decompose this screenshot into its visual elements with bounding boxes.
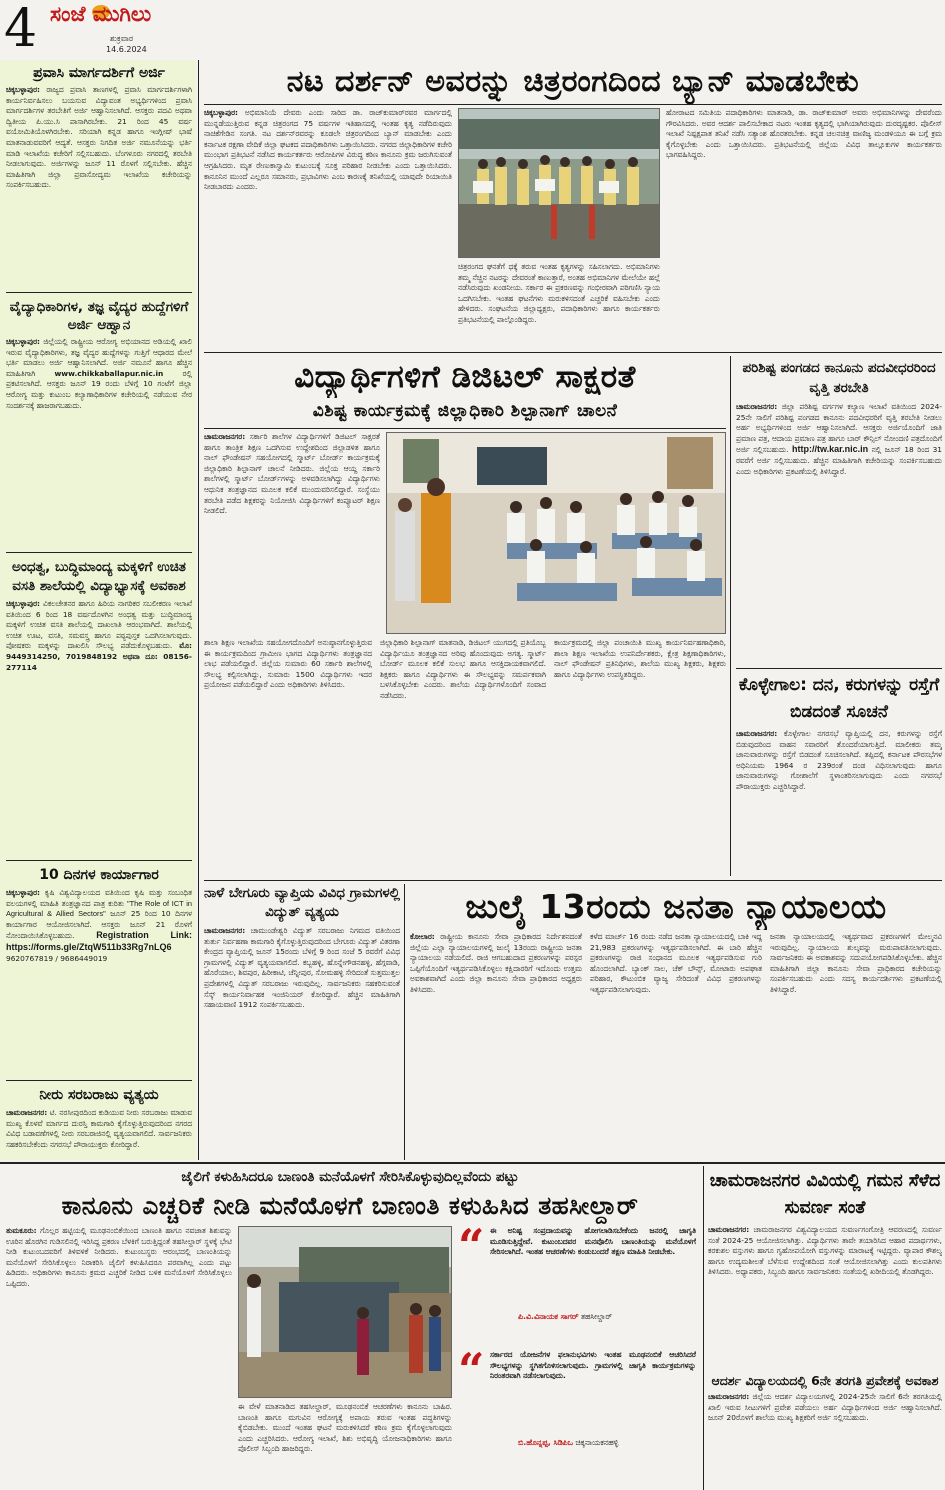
headline: ವೈದ್ಯಾಧಿಕಾರಿಗಳ, ತಜ್ಞ ವೈದ್ಯರ ಹುದ್ದೆಗಳಿಗೆ ಅರ್ಜಿ ಆಹ್ವಾನ [9,299,189,333]
body-text: ರಾಜ್ಯದ ಪ್ರವಾಸಿ ತಾಣಗಳಲ್ಲಿ ಪ್ರವಾಸಿ ಮಾರ್ಗದರ್ಶಿಗಳಾಗಿ ಕಾರ್ಯನಿರ್ವಹಿಸಲು ಬಯಸುವ ವಿದ್ಯಾವಂತ ಅಭ್ಯರ್ಥಿಗಳಿಂದ ಪ್ರವಾಸಿ ಮಾರ್ಗದರ್ಶಿಗಳ ತರಬೇತಿಗೆ ಅರ್ಜಿ ಆಹ್ವಾನಿಸಲಾಗಿದೆ. ಆಸಕ್ತರು ಪದವಿ ಅಥವಾ ದ್ವಿತೀಯ ಪಿ.ಯು.ಸಿ ಪಾಸಾಗಿರಬೇಕು. 21 ರಿಂದ 45 ವರ್ಷ ವಯೋಮಿತಿಯೊಳಗಿರಬೇಕು. ಸರಿಯಾಗಿ ಕನ್ನಡ ಹಾಗೂ ಇಂಗ್ಲೀಷ್ ಭಾಷೆ ಮಾತನಾಡುವವರಿಗೆ ಆದ್ಯತೆ. ಆಸಕ್ತರು ನಿಗದಿತ ಅರ್ಜಿ ನಮೂನೆಯನ್ನು ಭರ್ತಿ ಮಾಡಿ ಇಲಾಖೆಯ ಕಚೇರಿಗೆ ಸಲ್ಲಿಸಬಹುದು. ಬೆಂಗಳೂರು ನಗರದಲ್ಲಿ ತರಬೇತಿ ನೀಡಲಾಗುವುದು. ಅರ್ಜಿಗಳನ್ನು ಜೂನ್ 11 ರೊಳಗೆ ಸಲ್ಲಿಸಬೇಕು. ಹೆಚ್ಚಿನ ಮಾಹಿತಿಗಾಗಿ ಜಿಲ್ಲಾ ಪ್ರವಾಸೋದ್ಯಮ ಇಲಾಖೆಯ ಕಚೇರಿಯನ್ನು ಸಂಪರ್ಕಿಸಬಹುದು. [6,85,192,190]
headline: ಅಂಧತ್ವ, ಬುದ್ಧಿಮಾಂದ್ಯ ಮಕ್ಕಳಿಗೆ ಉಚಿತ ವಸತಿ ಶಾಲೆಯಲ್ಲಿ ವಿದ್ಯಾಭ್ಯಾಸಕ್ಕೆ ಅವಕಾಶ [12,559,186,594]
story-body [6,85,192,290]
quote-attribution [518,1438,618,1448]
quote-author: ಪಿ.ವಿ.ವಿನಾಯಕ ಸಾಗರ್ [518,1312,579,1321]
body-text: ಜಿಲ್ಲಾ ಪರಿಶಿಷ್ಟ ವರ್ಗಗಳ ಕಲ್ಯಾಣ ಇಲಾಖೆ ವತಿಯಿಂದ 2024-25ನೇ ಸಾಲಿಗೆ ಪರಿಶಿಷ್ಟ ಪಂಗಡದ ಕಾನೂನು ಪದವೀಧರರಿಗೆ ವೃತ್ತಿ ತರಬೇತಿ ನೀಡಲು ಅರ್ಹ ಅಭ್ಯರ್ಥಿಗಳಿಂದ ಅರ್ಜಿ ಆಹ್ವಾನಿಸಲಾಗಿದೆ. ಆಸಕ್ತರು ಅರ್ಜಿಯೊಂದಿಗೆ ಜಾತಿ ಪ್ರಮಾಣ ಪತ್ರ, ಆದಾಯ ಪ್ರಮಾಣ ಪತ್ರ ಹಾಗೂ ಬಾರ್ ಕೌನ್ಸಿಲ್ ನೋಂದಣಿ ಪತ್ರದೊಂದಿಗೆ ಅರ್ಜಿ ಸಲ್ಲಿಸಬಹುದು. [736,402,942,455]
classroom-photo [386,432,726,634]
body-text: ಕಳೆದ ಮಾರ್ಚ್ 16 ರಂದು ನಡೆದ ಜನತಾ ನ್ಯಾಯಾಲಯದಲ್ಲಿ ಬಾಕಿ ಇದ್ದ 21,983 ಪ್ರಕರಣಗಳನ್ನು ಇತ್ಯರ್ಥಪಡಿಸಲಾಗಿದೆ. ಈ ಬಾರಿ ಹೆಚ್ಚಿನ ಪ್ರಕರಣಗಳನ್ನು ರಾಜಿ ಸಂಧಾನದ ಮೂಲಕ ಇತ್ಯರ್ಥಪಡಿಸುವ ಗುರಿ ಹೊಂದಲಾಗಿದೆ. ಬ್ಯಾಂಕ್ ಸಾಲ, ಚೆಕ್ ಬೌನ್ಸ್, ಮೋಟಾರು ಅಪಘಾತ ಪರಿಹಾರ, ಕೌಟುಂಬಿಕ ವ್ಯಾಜ್ಯ ಸೇರಿದಂತೆ ವಿವಿಧ ಪ್ರಕರಣಗಳನ್ನು ಇತ್ಯರ್ಥಪಡಿಸಲಾಗುವುದು. [590,932,762,994]
story-body [736,729,942,869]
page-number: 4 [4,0,38,59]
story-body [6,888,192,1093]
story-column-1 [410,932,582,1158]
body-text: ಹೋರಾಟದ ಸಮಿತಿಯ ಪದಾಧಿಕಾರಿಗಳು ಮಾತನಾಡಿ, ಡಾ. ರಾಜ್‌ಕುಮಾರ್‌ ಅವರು ಅಭಿಮಾನಿಗಳನ್ನು ದೇವರೆಂದು ಗೌರವಿಸಿದರು. ಅವರ ಆದರ್ಶ ಪಾಲಿಸಬೇಕಾದ ನಟರು ಇಂತಹ ಕೃತ್ಯದಲ್ಲಿ ಭಾಗಿಯಾಗಿರುವುದು ದುರದೃಷ್ಟಕರ. ಪೊಲೀಸ್ ಇಲಾಖೆ ನಿಷ್ಪಕ್ಷಪಾತ ತನಿಖೆ ನಡೆಸಿ ಸತ್ಯಾಂಶ ಹೊರತರಬೇಕು. ಕನ್ನಡ ಚಲನಚಿತ್ರ ವಾಣಿಜ್ಯ ಮಂಡಳಿಯೂ ಈ ಬಗ್ಗೆ ಕ್ರಮ ಕೈಗೊಳ್ಳಬೇಕು ಎಂದು ಒತ್ತಾಯಿಸಿದರು. ಪ್ರತಿಭಟನೆಯಲ್ಲಿ ಜಿಲ್ಲೆಯ ವಿವಿಧ ತಾಲ್ಲೂಕುಗಳ ಕಾರ್ಯಕರ್ತರು ಭಾಗವಹಿಸಿದ್ದರು. [666,108,942,160]
quote-attribution [518,1312,612,1322]
body-text: ಚಿತ್ರರಂಗದ ಘನತೆಗೆ ಧಕ್ಕೆ ತರುವ ಇಂತಹ ಕೃತ್ಯಗಳನ್ನು ಸಹಿಸಲಾಗದು. ಅಭಿಮಾನಿಗಳು ತಮ್ಮ ನೆಚ್ಚಿನ ನಟರನ್ನು ದೇವರಂತೆ ಕಾಣುತ್ತಾರೆ, ಅಂತಹ ಅಭಿಮಾನಿಗಳ ಮೇಲೆಯೇ ಹಲ್ಲೆ ನಡೆಸಿರುವುದು ಖಂಡನೀಯ. ಸರ್ಕಾರ ಈ ಪ್ರಕರಣವನ್ನು ಗಂಭೀರವಾಗಿ ಪರಿಗಣಿಸಿ ನ್ಯಾಯ ಒದಗಿಸಬೇಕು. ಇಂತಹ ಘಟನೆಗಳು ಮರುಕಳಿಸದಂತೆ ಎಚ್ಚರಿಕೆ ವಹಿಸಬೇಕು ಎಂದು ಹೇಳಿದರು. ಸಂಘಟನೆಯ ಜಿಲ್ಲಾಧ್ಯಕ್ಷರು, ಪದಾಧಿಕಾರಿಗಳು ಹಾಗೂ ಕಾರ್ಯಕರ್ತರು ಪ್ರತಿಭಟನೆಯಲ್ಲಿ ಪಾಲ್ಗೊಂಡಿದ್ದರು. [458,262,660,324]
website-link[interactable]: www.chikkaballapur.nic.in [54,368,164,378]
dateline: ಚಾಮರಾಜನಗರ: [708,1225,750,1234]
story-power-outage [204,884,400,1160]
dateline: ಕೋಲಾರ: [410,932,435,941]
story-body [736,402,942,658]
quote-icon: “ [458,1219,485,1273]
dateline: ಚಾಮರಾಜನಗರ: [708,1392,750,1401]
body-text-2: ನಲ್ಲಿ ಜೂನ್ 18 ರಿಂದ 31 ರವರೆಗೆ ಅರ್ಜಿ ಸಲ್ಲಿಸಬಹುದು. ಹೆಚ್ಚಿನ ಮಾಹಿತಿಗಾಗಿ ಕಚೇರಿಯನ್ನು ಸಂಪರ್ಕಿಸಬಹುದು ಎಂದು ಅಧಿಕಾರಿಗಳು ಪ್ರಕಟಣೆಯಲ್ಲಿ ತಿಳಿಸಿದ್ದಾರೆ. [736,445,942,476]
headline: ನಾಳೆ ಬೇಗೂರು ವ್ಯಾಪ್ತಿಯ ವಿವಿಧ ಗ್ರಾಮಗಳಲ್ಲಿ ವಿದ್ಯುತ್ ವ್ಯತ್ಯಯ [204,885,400,920]
headline: ಚಾಮರಾಜನಗರ ವಿವಿಯಲ್ಲಿ ಗಮನ ಸೆಳೆದ ಸುವರ್ಣ ಸಂತೆ [709,1171,941,1218]
body-text: ಜಿಲ್ಲೆಯಲ್ಲಿ ರಾಷ್ಟ್ರೀಯ ಆರೋಗ್ಯ ಅಭಿಯಾನದ ಅಡಿಯಲ್ಲಿ ಖಾಲಿ ಇರುವ ವೈದ್ಯಾಧಿಕಾರಿಗಳು, ತಜ್ಞ ವೈದ್ಯರ ಹುದ್ದೆಗಳನ್ನು ಗುತ್ತಿಗೆ ಆಧಾರದ ಮೇಲೆ ಭರ್ತಿ ಮಾಡಲು ಅರ್ಜಿ ಆಹ್ವಾನಿಸಲಾಗಿದೆ. ಅರ್ಜಿ ನಮೂನೆ ಹಾಗೂ ಹೆಚ್ಚಿನ ಮಾಹಿತಿಗಾಗಿ [6,337,192,378]
story-kollegal-cattle [736,672,942,876]
quote-author: ಬಿ.ಹೊನ್ನಪ್ಪ, ಸಿಡಿಪಿಒ [518,1438,573,1447]
contact-numbers: ಮೊ: 9449314250, 7019848192 ಅಥವಾ ದೂ: 08156-277114 [6,641,192,672]
dateline: ಚಾಮರಾಜನಗರ: [204,432,246,441]
headline: ಕೊಳ್ಳೇಗಾಲ: ದನ, ಕರುಗಳನ್ನು ರಸ್ತೆಗೆ ಬಿಡದಂತೆ ಸೂಚನೆ [738,675,940,722]
body-text: ಗೊಲ್ಲರ ಹಟ್ಟಿಯಲ್ಲಿ ಮೂಢನಂಬಿಕೆಯಿಂದ ಬಾಣಂತಿ ಹಾಗೂ ನವಜಾತ ಶಿಶುವನ್ನು ಊರಿನ ಹೊರಗಿನ ಗುಡಿಸಲಿನಲ್ಲಿ ಇರಿಸಿದ್ದ ಪ್ರಕರಣ ಬೆಳಕಿಗೆ ಬರುತ್ತಿದ್ದಂತೆ ತಹಸೀಲ್ದಾರ್ ಸ್ಥಳಕ್ಕೆ ಭೇಟಿ ನೀಡಿ ಕುಟುಂಬದವರಿಗೆ ತಿಳಿವಳಿಕೆ ನೀಡಿದರು. ಕುಟುಂಬಸ್ಥರು ಆರಂಭದಲ್ಲಿ ಬಾಣಂತಿಯನ್ನು ಮನೆಯೊಳಗೆ ಸೇರಿಸಿಕೊಳ್ಳಲು ನಿರಾಕರಿಸಿ ಜೈಲಿಗೆ ಕಳುಹಿಸಿದರೂ ಪರವಾಗಿಲ್ಲ ಎಂದು ಪಟ್ಟು ಹಿಡಿದರು. ಅಧಿಕಾರಿಗಳು ಕಾನೂನು ಕ್ರಮದ ಎಚ್ಚರಿಕೆ ನೀಡಿದ ಬಳಿಕ ಮನೆಯೊಳಗೆ ಸೇರಿಸಿಕೊಳ್ಳಲು ಒಪ್ಪಿದರು. [6,1226,232,1288]
story-janata-court [410,884,942,1160]
body-text: ಜಿಲ್ಲೆಯ ಆದರ್ಶ ವಿದ್ಯಾಲಯಗಳಲ್ಲಿ 2024-25ನೇ ಸಾಲಿಗೆ 6ನೇ ತರಗತಿಯಲ್ಲಿ ಖಾಲಿ ಇರುವ ಸೀಟುಗಳಿಗೆ ಪ್ರವೇಶ ಪಡೆಯಲು ಅರ್ಹ ವಿದ್ಯಾರ್ಥಿಗಳಿಂದ ಅರ್ಜಿ ಆಹ್ವಾನಿಸಲಾಗಿದೆ. ಜೂನ್ 20ರೊಳಗೆ ಶಾಲೆಯ ಮುಖ್ಯ ಶಿಕ್ಷಕರಿಗೆ ಅರ್ಜಿ ಸಲ್ಲಿಸಬಹುದು. [708,1392,942,1423]
body-text: ರಾಷ್ಟ್ರೀಯ ಕಾನೂನು ಸೇವಾ ಪ್ರಾಧಿಕಾರದ ನಿರ್ದೇಶನದಂತೆ ಜಿಲ್ಲೆಯ ಎಲ್ಲಾ ನ್ಯಾಯಾಲಯಗಳಲ್ಲಿ ಜುಲೈ 13ರಂದು ರಾಷ್ಟ್ರೀಯ ಜನತಾ ನ್ಯಾಯಾಲಯ ನಡೆಯಲಿದೆ. ರಾಜಿ ಆಗಬಹುದಾದ ಪ್ರಕರಣಗಳನ್ನು ಪರಸ್ಪರ ಒಪ್ಪಿಗೆಯೊಂದಿಗೆ ಇತ್ಯರ್ಥಪಡಿಸಿಕೊಳ್ಳಲು ಕಕ್ಷಿದಾರರಿಗೆ ಇದೊಂದು ಉತ್ತಮ ಅವಕಾಶವಾಗಿದೆ ಎಂದು ಜಿಲ್ಲಾ ಕಾನೂನು ಸೇವಾ ಪ್ರಾಧಿಕಾರದ ಅಧ್ಯಕ್ಷರು ತಿಳಿಸಿದರು. [410,932,582,994]
dateline: ಚಾಮರಾಜನಗರ: [6,1108,48,1117]
story-doctor-posts [6,298,192,497]
quote-role: ತಹಸೀಲ್ದಾರ್ [580,1312,612,1321]
story-st-law-training [736,358,942,664]
body-text: ಕಾರ್ಯಕ್ರಮದಲ್ಲಿ ಜಿಲ್ಲಾ ಪಂಚಾಯಿತಿ ಮುಖ್ಯ ಕಾರ್ಯನಿರ್ವಹಣಾಧಿಕಾರಿ, ಶಾಲಾ ಶಿಕ್ಷಣ ಇಲಾಖೆಯ ಉಪನಿರ್ದೇಶಕರು, ಕ್ಷೇತ್ರ ಶಿಕ್ಷಣಾಧಿಕಾರಿಗಳು, ನಾಲ್ ಫೌಂಡೇಷನ್ ಪ್ರತಿನಿಧಿಗಳು, ಶಾಲೆಯ ಮುಖ್ಯ ಶಿಕ್ಷಕರು, ಶಿಕ್ಷಕರು ಹಾಗೂ ವಿದ್ಯಾರ್ಥಿಗಳು ಉಪಸ್ಥಿತರಿದ್ದರು. [554,638,726,679]
body-text-2: ರಲ್ಲಿ ಪ್ರಕಟಿಸಲಾಗಿದೆ. ಆಸಕ್ತರು ಜೂನ್ 19 ರಂದು ಬೆಳಿಗ್ಗೆ 10 ಗಂಟೆಗೆ ಜಿಲ್ಲಾ ಆರೋಗ್ಯ ಮತ್ತು ಕುಟುಂಬ ಕಲ್ಯಾಣಾಧಿಕಾರಿಗಳ ಕಚೇರಿಯಲ್ಲಿ ನಡೆಯುವ ನೇರ ಸಂದರ್ಶನಕ್ಕೆ ಹಾಜರಾಗಬಹುದು. [6,368,192,410]
brand-logo [50,2,190,32]
dateline: ಚಾಮರಾಜನಗರ: [204,926,246,935]
body-text: ಚಾಮುಂಡೇಶ್ವರಿ ವಿದ್ಯುತ್ ಸರಬರಾಜು ನಿಗಮದ ವತಿಯಿಂದ ತುರ್ತು ನಿರ್ವಹಣಾ ಕಾಮಗಾರಿ ಕೈಗೊಳ್ಳುತ್ತಿರುವುದರಿಂದ ಬೇಗೂರು ವಿದ್ಯುತ್ ವಿತರಣಾ ಕೇಂದ್ರದ ವ್ಯಾಪ್ತಿಯಲ್ಲಿ ಜೂನ್ 15ರಂದು ಬೆಳಿಗ್ಗೆ 9 ರಿಂದ ಸಂಜೆ 5 ರವರೆಗೆ ವಿವಿಧ ಗ್ರಾಮಗಳಲ್ಲಿ ವಿದ್ಯುತ್ ವ್ಯತ್ಯಯವಾಗಲಿದೆ. ಕಬ್ಬಹಳ್ಳಿ, ಹೊನ್ನೇಗೌಡನಹಳ್ಳಿ, ಹೆಗ್ಗವಾಡಿ, ಹೊರೆಯಾಲ, ಶಿವಪುರ, ಹಿರೀಕಾಟಿ, ಚೆನ್ನೀಪುರ, ಸೋಮಹಳ್ಳಿ ಸೇರಿದಂತೆ ಸುತ್ತಮುತ್ತಲ ಪ್ರದೇಶಗಳಲ್ಲಿ ವಿದ್ಯುತ್ ಸರಬರಾಜು ಇರುವುದಿಲ್ಲ. ಸಾರ್ವಜನಿಕರು ಸಹಕರಿಸುವಂತೆ ಸೆಸ್ಕ್ ಕಾರ್ಯನಿರ್ವಾಹಕ ಇಂಜಿನಿಯರ್ ಕೋರಿದ್ದಾರೆ. ಹೆಚ್ಚಿನ ಮಾಹಿತಿಗಾಗಿ ಸಹಾಯವಾಣಿ 1912 ಸಂಪರ್ಕಿಸಬಹುದು. [204,926,400,1010]
story-column-3 [770,932,942,1158]
dateline: ಚಿಕ್ಕಬಳ್ಳಾಪುರ: [6,888,40,897]
story-darshan-ban [204,60,942,350]
dateline: ತುಮಕೂರು: [6,1226,37,1235]
headline: ನಟ ದರ್ಶನ್ ಅವರನ್ನು ಚಿತ್ರರಂಗದಿಂದ ಬ್ಯಾನ್ ಮಾಡಬೇಕು [286,64,860,99]
headline: ಪರಿಶಿಷ್ಟ ಪಂಗಡದ ಕಾನೂನು ಪದವೀಧರರಿಂದ ವೃತ್ತಿ ತರಬೇತಿ [742,360,936,396]
story-column-2 [458,262,660,346]
story-special-school [6,558,192,821]
quote-block-2 [458,1343,696,1486]
headline: ನೀರು ಸರಬರಾಜು ವ್ಯತ್ಯಯ [39,1087,159,1103]
dateline: ಚಾಮರಾಜನಗರ: [736,402,778,411]
dateline: ಚಾಮರಾಜನಗರ: [736,729,778,738]
quote-text: ಈ ಅನಿಷ್ಟ ಸಂಪ್ರದಾಯವನ್ನು ಹೋಗಲಾಡಿಸಬೇಕೆಂದು ಜನರಲ್ಲಿ ಜಾಗೃತಿ ಮೂಡಿಸುತ್ತಿದ್ದೇವೆ. ಕುಟುಂಬದವರ ಮನವೊಲಿಸಿ ಬಾಣಂತಿಯನ್ನು ಮನೆಯೊಳಗೆ ಸೇರಿಸಲಾಗಿದೆ. ಇಂತಹ ಆಚರಣೆಗಳು ಕಂಡುಬಂದರೆ ತಕ್ಷಣ ಮಾಹಿತಿ ನೀಡಬೇಕು. [490,1226,696,1257]
headline: ಜುಲೈ 13ರಂದು ಜನತಾ ನ್ಯಾಯಾಲಯ [465,887,887,926]
hut-photo [238,1226,452,1398]
story-body [204,926,400,1138]
kicker: ಜೈಲಿಗೆ ಕಳುಹಿಸಿದರೂ ಬಾಣಂತಿ ಮನೆಯೊಳಗೆ ಸೇರಿಸಿಕೊಳ್ಳುವುದಿಲ್ಲವೆಂದು ಪಟ್ಟು [181,1169,519,1185]
body-text-2: ಜೂನ್ 25 ರಿಂದ 10 ದಿನಗಳ ಕಾರ್ಯಾಗಾರ ಆಯೋಜಿಸಲಾಗಿದೆ. ಆಸಕ್ತರು ಜೂನ್ 21 ರೊಳಗೆ ನೋಂದಾಯಿಸಿಕೊಳ್ಳಬಹುದು. [6,909,192,941]
quote-text: ಸರ್ಕಾರದ ಯೋಜನೆಗಳ ಫಲಾನುಭವಿಗಳು ಇಂತಹ ಮೂಢನಂಬಿಕೆ ಆಚರಿಸಿದರೆ ಸೌಲಭ್ಯಗಳನ್ನು ಸ್ಥಗಿತಗೊಳಿಸಲಾಗುವುದು. ಗ್ರಾಮಗಳಲ್ಲಿ ಜಾಗೃತಿ ಕಾರ್ಯಕ್ರಮಗಳನ್ನು ನಿರಂತರವಾಗಿ ನಡೆಸಲಾಗುವುದು. [490,1350,696,1381]
body-text: ಕೊಳ್ಳೇಗಾಲ ನಗರಸಭೆ ವ್ಯಾಪ್ತಿಯಲ್ಲಿ ದನ, ಕರುಗಳನ್ನು ರಸ್ತೆಗೆ ಬಿಡುವುದರಿಂದ ವಾಹನ ಸವಾರರಿಗೆ ತೊಂದರೆಯಾಗುತ್ತಿದೆ. ಮಾಲೀಕರು ತಮ್ಮ ಜಾನುವಾರುಗಳನ್ನು ರಸ್ತೆಗೆ ಬಿಡದಂತೆ ಸೂಚಿಸಲಾಗಿದೆ. ತಪ್ಪಿದಲ್ಲಿ ಕರ್ನಾಟಕ ಪೌರಸಭೆಗಳ ಅಧಿನಿಯಮ 1964 ರ 239ರಂತೆ ದಂಡ ವಿಧಿಸಲಾಗುವುದು ಹಾಗೂ ಜಾನುವಾರುಗಳನ್ನು ಗೋಶಾಲೆಗೆ ಸ್ಥಳಾಂತರಿಸಲಾಗುವುದು ಎಂದು ನಗರಸಭೆ ಪೌರಾಯುಕ್ತರು ಎಚ್ಚರಿಸಿದ್ದಾರೆ. [736,729,942,791]
story-suvarna-santhe [708,1168,942,1370]
story-column-4 [554,638,726,872]
quote-role: ಚಿಕ್ಕನಾಯಕನಹಳ್ಳಿ [575,1438,619,1447]
story-tourist-guide [6,64,192,290]
story-column-3 [380,638,546,872]
left-column [0,60,196,1160]
body-text: ಜನತಾ ನ್ಯಾಯಾಲಯದಲ್ಲಿ ಇತ್ಯರ್ಥವಾದ ಪ್ರಕರಣಗಳಿಗೆ ಮೇಲ್ಮನವಿ ಇರುವುದಿಲ್ಲ. ನ್ಯಾಯಾಲಯ ಶುಲ್ಕವನ್ನು ಮರುಪಾವತಿಸಲಾಗುವುದು. ಸಾರ್ವಜನಿಕರು ಈ ಅವಕಾಶವನ್ನು ಸದುಪಯೋಗಪಡಿಸಿಕೊಳ್ಳಬೇಕು. ಹೆಚ್ಚಿನ ಮಾಹಿತಿಗಾಗಿ ಜಿಲ್ಲಾ ಕಾನೂನು ಸೇವಾ ಪ್ರಾಧಿಕಾರದ ಕಚೇರಿಯನ್ನು ಸಂಪರ್ಕಿಸಬಹುದು ಎಂದು ಸದಸ್ಯ ಕಾರ್ಯದರ್ಶಿಗಳು ಪ್ರಕಟಣೆಯಲ್ಲಿ ತಿಳಿಸಿದ್ದಾರೆ. [770,932,942,994]
quote-icon: “ [458,1343,485,1397]
masthead [0,0,945,62]
subheadline: ವಿಶಿಷ್ಟ ಕಾರ್ಯಕ್ರಮಕ್ಕೆ ಜಿಲ್ಲಾಧಿಕಾರಿ ಶಿಲ್ಪಾನಾಗ್ ಚಾಲನೆ [312,401,618,421]
story-column-1 [204,432,380,632]
body-text: ಕೃಷಿ ವಿಶ್ವವಿದ್ಯಾಲಯದ ವತಿಯಿಂದ ಕೃಷಿ ಮತ್ತು ಸಂಬಂಧಿತ ವಲಯಗಳಲ್ಲಿ ಮಾಹಿತಿ ತಂತ್ರಜ್ಞಾನದ ಪಾತ್ರ ಕುರಿತು [6,888,192,908]
headline: 10 ದಿನಗಳ ಕಾರ್ಯಾಗಾರ [39,867,159,883]
headline: ಪ್ರವಾಸಿ ಮಾರ್ಗದರ್ಶಿಗೆ ಅರ್ಜಿ [33,65,165,81]
contact-numbers: 9620767819 / 9686449019 [6,953,108,963]
brand-name: ಸಂಜೆ ಮುಗಿಲು [50,2,152,26]
story-column-2 [238,1402,452,1490]
body-text: ಸರ್ಕಾರಿ ಶಾಲೆಗಳ ವಿದ್ಯಾರ್ಥಿಗಳಿಗೆ ಡಿಜಿಟಲ್ ಸಾಕ್ಷರತೆ ಹಾಗೂ ತಾಂತ್ರಿಕ ಶಿಕ್ಷಣ ಒದಗಿಸುವ ಉದ್ದೇಶದಿಂದ ಜಿಲ್ಲಾಡಳಿತ ಹಾಗೂ ನಾಲ್ ಫೌಂಡೇಷನ್ ಸಹಯೋಗದಲ್ಲಿ ಸ್ಮಾರ್ಟ್ ಬೋರ್ಡ್ ಕಾರ್ಯಕ್ರಮಕ್ಕೆ ಜಿಲ್ಲಾಧಿಕಾರಿ ಶಿಲ್ಪಾನಾಗ್ ಚಾಲನೆ ನೀಡಿದರು. ಜಿಲ್ಲೆಯ ಆಯ್ದ ಸರ್ಕಾರಿ ಶಾಲೆಗಳಲ್ಲಿ ಸ್ಮಾರ್ಟ್ ಬೋರ್ಡ್‌ಗಳನ್ನು ಅಳವಡಿಸಲಾಗಿದ್ದು ವಿದ್ಯಾರ್ಥಿಗಳು ಆಧುನಿಕ ತಂತ್ರಜ್ಞಾನದ ಮೂಲಕ ಕಲಿಕೆ ಮುಂದುವರಿಸಲಿದ್ದಾರೆ. ಸಂಸ್ಥೆಯು ತರಬೇತಿ ಪಡೆದ ಶಿಕ್ಷಕರನ್ನು ನಿಯೋಜಿಸಿ ವಿದ್ಯಾರ್ಥಿಗಳಿಗೆ ಕಂಪ್ಯೂಟರ್ ಶಿಕ್ಷಣ ನೀಡಲಿದೆ. [204,432,380,516]
body-text: ಚಾಮರಾಜನಗರ ವಿಶ್ವವಿದ್ಯಾಲಯದ ಸುವರ್ಣಗಂಗೋತ್ರಿ ಆವರಣದಲ್ಲಿ ಸುವರ್ಣ ಸಂತೆ 2024-25 ಆಯೋಜಿಸಲಾಗಿತ್ತು. ವಿದ್ಯಾರ್ಥಿಗಳು ತಾವೇ ತಯಾರಿಸಿದ ಆಹಾರ ಪದಾರ್ಥಗಳು, ಕರಕುಶಲ ವಸ್ತುಗಳು ಹಾಗೂ ಗೃಹೋಪಯೋಗಿ ವಸ್ತುಗಳನ್ನು ಮಾರಾಟಕ್ಕೆ ಇಟ್ಟಿದ್ದರು. ವ್ಯಾಪಾರ ಕೌಶಲ್ಯ ಹಾಗೂ ಉದ್ಯಮಶೀಲತೆ ಬೆಳೆಸುವ ಉದ್ದೇಶದಿಂದ ಸಂತೆ ಆಯೋಜಿಸಲಾಗಿತ್ತು ಎಂದು ಕುಲಪತಿಗಳು ತಿಳಿಸಿದರು. ಅಧ್ಯಾಪಕರು, ಸಿಬ್ಬಂದಿ ಹಾಗೂ ಸಾರ್ವಜನಿಕರು ಸಂತೆಯಲ್ಲಿ ಖರೀದಿಯಲ್ಲಿ ತೊಡಗಿದ್ದರು. [708,1225,942,1277]
issue-date: 14.6.2024 [106,45,147,54]
dateline: ಚಿಕ್ಕಬಳ್ಳಾಪುರ: [6,599,40,608]
story-column-4 [666,108,942,346]
body-text: ಜಿಲ್ಲಾಧಿಕಾರಿ ಶಿಲ್ಪಾನಾಗ್ ಮಾತನಾಡಿ, ಡಿಜಿಟಲ್ ಯುಗದಲ್ಲಿ ಪ್ರತಿಯೊಬ್ಬ ವಿದ್ಯಾರ್ಥಿಯೂ ತಂತ್ರಜ್ಞಾನದ ಅರಿವು ಹೊಂದುವುದು ಅಗತ್ಯ. ಸ್ಮಾರ್ಟ್ ಬೋರ್ಡ್ ಮೂಲಕ ಕಲಿಕೆ ಸುಲಭ ಹಾಗೂ ಆಸಕ್ತಿದಾಯಕವಾಗಲಿದೆ. ಶಿಕ್ಷಕರು ಹಾಗೂ ವಿದ್ಯಾರ್ಥಿಗಳು ಈ ಸೌಲಭ್ಯವನ್ನು ಸಮರ್ಪಕವಾಗಿ ಬಳಸಿಕೊಳ್ಳಬೇಕು ಎಂದರು. ಶಾಲೆಯ ವಿದ್ಯಾರ್ಥಿಗಳೊಂದಿಗೆ ಸಂವಾದ ನಡೆಸಿದರು. [380,638,546,700]
story-tahsildar [0,1166,700,1490]
story-column-2 [590,932,762,1158]
course-title: "The Role of ICT in Agricultural & Allied Sectors" [6,898,192,919]
protest-photo [458,108,660,258]
story-water-supply [6,1086,192,1172]
issue-day: ಶುಕ್ರವಾರ [110,34,134,43]
story-body [6,337,192,497]
headline: ಕಾನೂನು ಎಚ್ಚರಿಕೆ ನೀಡಿ ಮನೆಯೊಳಗೆ ಬಾಣಂತಿ ಕಳುಹಿಸಿದ ತಹಸೀಲ್ದಾರ್ [61,1191,639,1220]
body-text: ವಿಕಲಚೇತನರ ಹಾಗೂ ಹಿರಿಯ ನಾಗರಿಕರ ಸಬಲೀಕರಣ ಇಲಾಖೆ ವತಿಯಿಂದ 6 ರಿಂದ 18 ವರ್ಷದೊಳಗಿನ ಅಂಧತ್ವ ಮತ್ತು ಬುದ್ಧಿಮಾಂದ್ಯ ಮಕ್ಕಳಿಗೆ ಉಚಿತ ವಸತಿ ಶಾಲೆಯಲ್ಲಿ ದಾಖಲಾತಿ ಆರಂಭವಾಗಿದೆ. ಶಾಲೆಯಲ್ಲಿ ಉಚಿತ ಊಟ, ವಸತಿ, ಸಮವಸ್ತ್ರ ಹಾಗೂ ಪಠ್ಯಪುಸ್ತಕ ಒದಗಿಸಲಾಗುವುದು. ಪೋಷಕರು ಮಕ್ಕಳನ್ನು ದಾಖಲಿಸಿ ಸೌಲಭ್ಯ ಪಡೆದುಕೊಳ್ಳಬಹುದು. [6,599,192,651]
story-workshop [6,866,192,1093]
body-text: ಟಿ. ನರಸೀಪುರದಿಂದ ಕುಡಿಯುವ ನೀರು ಸರಬರಾಜು ಮಾಡುವ ಮುಖ್ಯ ಕೊಳವೆ ಮಾರ್ಗದ ದುರಸ್ತಿ ಕಾಮಗಾರಿ ಕೈಗೊಳ್ಳುತ್ತಿರುವುದರಿಂದ ನಗರದ ವಿವಿಧ ಬಡಾವಣೆಗಳಲ್ಲಿ ನೀರು ಸರಬರಾಜಿನಲ್ಲಿ ವ್ಯತ್ಯಯವಾಗಲಿದೆ. ಸಾರ್ವಜನಿಕರು ಸಹಕರಿಸಬೇಕೆಂದು ನಗರಸಭೆ ಪೌರಾಯುಕ್ತರು ಕೋರಿದ್ದಾರೆ. [6,1108,192,1149]
quote-block-1 [458,1219,696,1350]
registration-link[interactable]: https://forms.gle/ZtqW511b33Rg7nLQ6 [6,941,172,952]
website-link[interactable]: http://tw.kar.nic.in [791,444,869,455]
story-body [708,1225,942,1365]
story-column-1 [6,1226,232,1490]
body-text: ಶಾಲಾ ಶಿಕ್ಷಣ ಇಲಾಖೆಯ ಸಹಯೋಗದೊಂದಿಗೆ ಅನುಷ್ಠಾನಗೊಳ್ಳುತ್ತಿರುವ ಈ ಕಾರ್ಯಕ್ರಮದಿಂದ ಗ್ರಾಮೀಣ ಭಾಗದ ವಿದ್ಯಾರ್ಥಿಗಳು ತಂತ್ರಜ್ಞಾನದ ಲಾಭ ಪಡೆಯಲಿದ್ದಾರೆ. ಜಿಲ್ಲೆಯ ಸುಮಾರು 60 ಸರ್ಕಾರಿ ಶಾಲೆಗಳಲ್ಲಿ ಸೌಲಭ್ಯ ಕಲ್ಪಿಸಲಾಗಿದ್ದು, ಸುಮಾರು 1500 ವಿದ್ಯಾರ್ಥಿಗಳು ಇದರ ಪ್ರಯೋಜನ ಪಡೆಯಲಿದ್ದಾರೆ ಎಂದು ಅಧಿಕಾರಿಗಳು ತಿಳಿಸಿದರು. [204,638,372,690]
headline: ವಿದ್ಯಾರ್ಥಿಗಳಿಗೆ ಡಿಜಿಟಲ್ ಸಾಕ್ಷರತೆ [294,359,636,395]
dateline: ಚಿಕ್ಕಬಳ್ಳಾಪುರ: [6,337,40,346]
story-body [6,599,192,821]
dateline: ಚಿಕ್ಕಬಳ್ಳಾಪುರ: [6,85,40,94]
body-text: ಈ ವೇಳೆ ಮಾತನಾಡಿದ ತಹಸೀಲ್ದಾರ್, ಮೂಢನಂಬಿಕೆ ಆಚರಣೆಗಳು ಕಾನೂನು ಬಾಹಿರ. ಬಾಣಂತಿ ಹಾಗೂ ಮಗುವಿನ ಆರೋಗ್ಯಕ್ಕೆ ಅಪಾಯ ತರುವ ಇಂತಹ ಪದ್ಧತಿಗಳನ್ನು ಕೈಬಿಡಬೇಕು. ಮುಂದೆ ಇಂತಹ ಘಟನೆ ಮರುಕಳಿಸಿದರೆ ಕಠಿಣ ಕ್ರಮ ಕೈಗೊಳ್ಳಲಾಗುವುದು ಎಂದು ಎಚ್ಚರಿಸಿದರು. ಆರೋಗ್ಯ ಇಲಾಖೆ, ಶಿಶು ಅಭಿವೃದ್ಧಿ ಯೋಜನಾಧಿಕಾರಿಗಳು ಹಾಗೂ ಪೊಲೀಸ್ ಸಿಬ್ಬಂದಿ ಹಾಜರಿದ್ದರು. [238,1402,452,1454]
story-column-2 [204,638,372,872]
story-digital-literacy [204,356,726,876]
body-text: ಅಭಿಮಾನಿಯೆ ದೇವರು ಎಂದು ಸಾರಿದ ಡಾ. ರಾಜ್‌ಕುಮಾರ್‌ರವರ ಮಾರ್ಗದಲ್ಲಿ ಮುನ್ನಡೆಯುತ್ತಿರುವ ಕನ್ನಡ ಚಿತ್ರರಂಗದ 75 ವರ್ಷಗಳ ಇತಿಹಾಸದಲ್ಲಿ ಇಂತಹ ಕೃತ್ಯ ನಡೆದಿರುವುದು ನಾಚಿಕೆಗೇಡಿನ ಸಂಗತಿ. ನಟ ದರ್ಶನ್‌ರವರನ್ನು ಕೂಡಲೇ ಚಿತ್ರರಂಗದಿಂದ ಬ್ಯಾನ್ ಮಾಡಬೇಕು ಎಂದು ಕರ್ನಾಟಕ ರಕ್ಷಣಾ ವೇದಿಕೆ ಜಿಲ್ಲಾ ಘಟಕದ ಪದಾಧಿಕಾರಿಗಳು ಒತ್ತಾಯಿಸಿದರು. ನಗರದ ಜಿಲ್ಲಾಧಿಕಾರಿಗಳ ಕಚೇರಿ ಮುಂಭಾಗ ಪ್ರತಿಭಟನೆ ನಡೆಸಿದ ಕಾರ್ಯಕರ್ತರು ಆರೋಪಿಗಳ ವಿರುದ್ಧ ಕಠಿಣ ಕಾನೂನು ಕ್ರಮ ಜರುಗಿಸುವಂತೆ ಆಗ್ರಹಿಸಿದರು. ಮೃತ ರೇಣುಕಾಸ್ವಾಮಿ ಕುಟುಂಬಕ್ಕೆ ಸೂಕ್ತ ಪರಿಹಾರ ನೀಡಬೇಕು ಎಂದು ಒತ್ತಾಯಿಸಿದರು. ಕಾನೂನಿನ ಮುಂದೆ ಎಲ್ಲರೂ ಸಮಾನರು, ಪ್ರಭಾವಿಗಳು ಎಂಬ ಕಾರಣಕ್ಕೆ ತನಿಖೆಯಲ್ಲಿ ಯಾವುದೇ ರಿಯಾಯಿತಿ ನೀಡಬಾರದು ಎಂದರು. [204,108,452,192]
story-adarsha-school [708,1372,942,1488]
headline: ಆದರ್ಶ ವಿದ್ಯಾಲಯದಲ್ಲಿ 6ನೇ ತರಗತಿ ಪ್ರವೇಶಕ್ಕೆ ಅವಕಾಶ [711,1373,939,1388]
registration-label: Registration Link: [96,930,192,941]
story-body [708,1392,942,1468]
dateline: ಚಿಕ್ಕಬಳ್ಳಾಪುರ: [204,108,238,117]
story-column-1 [204,108,452,346]
